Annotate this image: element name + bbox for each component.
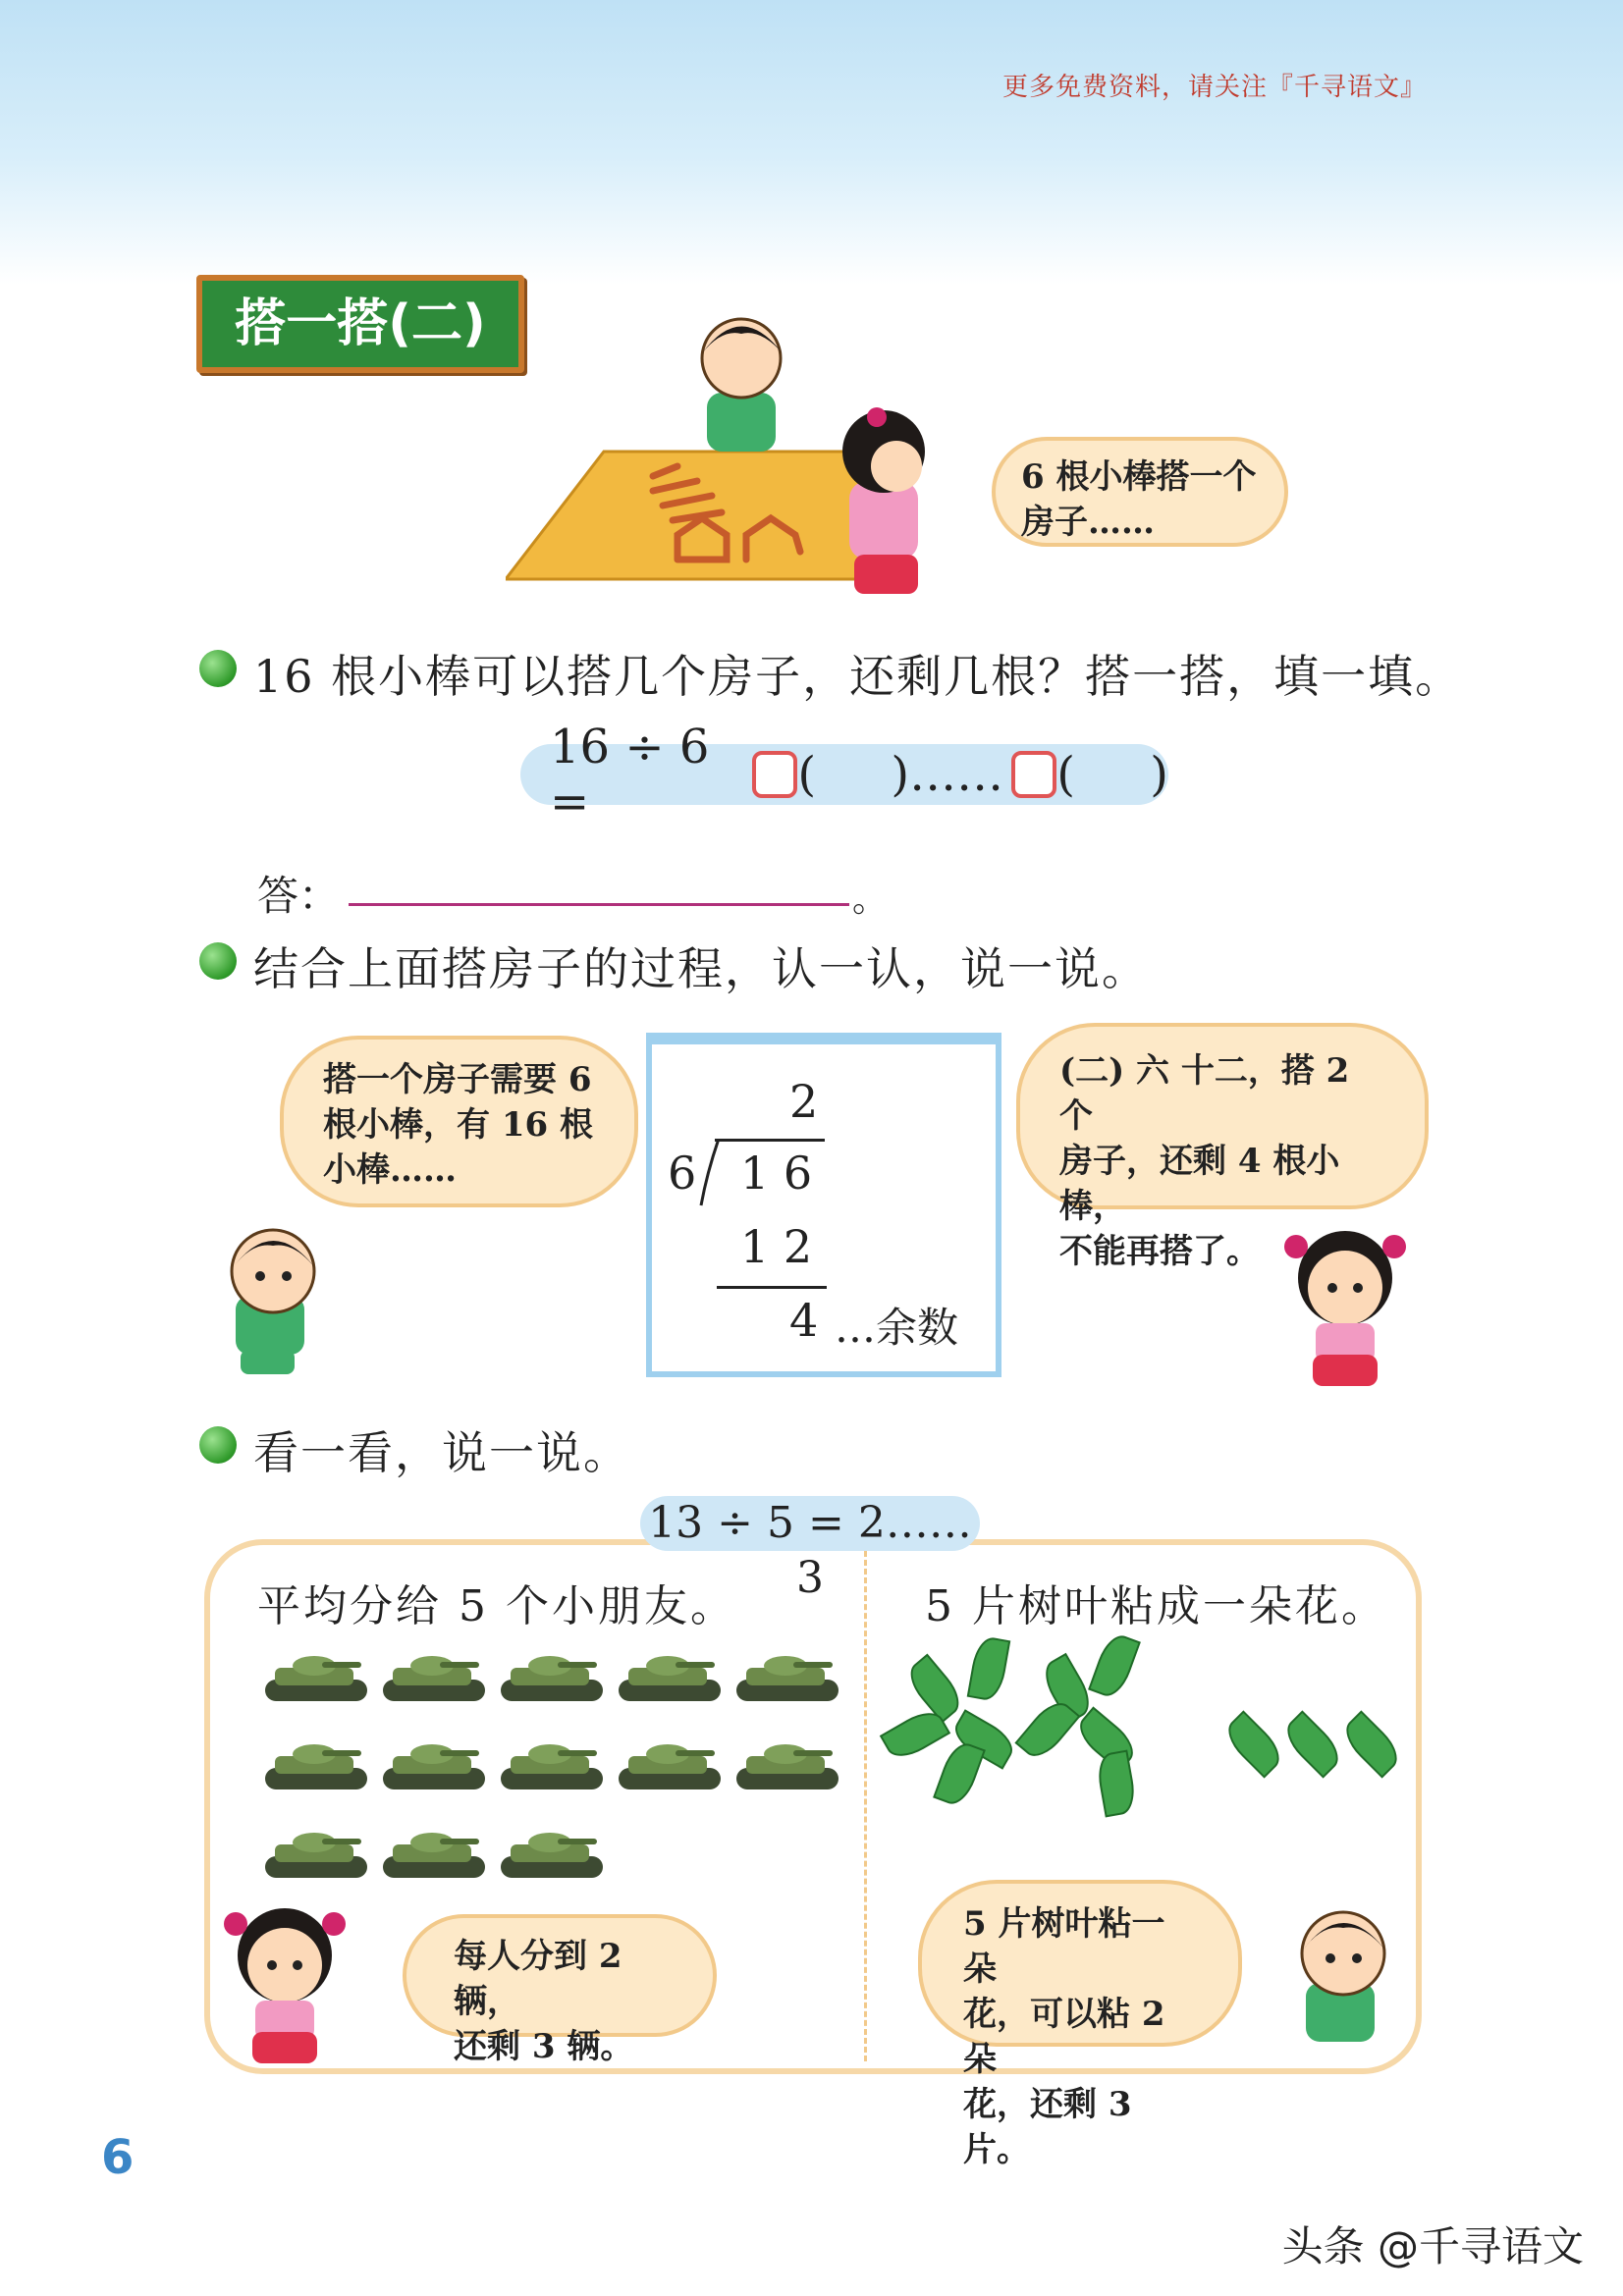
bullet-icon <box>199 650 237 687</box>
boy-illustration <box>206 1212 344 1379</box>
toy-tank-icon <box>499 1831 605 1880</box>
girl-illustration-bottom <box>211 1895 358 2071</box>
division-bracket <box>699 1139 721 1207</box>
answer-label: 答： <box>257 872 341 920</box>
left-panel-title: 平均分给 5 个小朋友。 <box>257 1581 736 1631</box>
division-dividend: 1 6 <box>740 1147 813 1200</box>
header-note: 更多免费资料，请关注『千寻语文』 <box>1001 73 1427 102</box>
section-title-box <box>196 275 524 373</box>
header-background <box>0 0 1623 285</box>
table-with-sticks-image <box>506 294 957 609</box>
toy-tank-icon <box>263 1831 369 1880</box>
division-divisor: 6 <box>668 1147 697 1200</box>
bullet-icon <box>199 942 237 980</box>
toy-tank-icon <box>499 1654 605 1703</box>
page-number: 6 <box>101 2130 135 2185</box>
right-speech-bubble: (二) 六 十二，搭 2 个 房子，还剩 4 根小棒， 不能再搭了。 <box>1016 1023 1429 1209</box>
question-3-text: 看一看，说一说。 <box>253 1426 630 1479</box>
question-1-text: 16 根小棒可以搭几个房子，还剩几根？搭一搭，填一填。 <box>253 650 1463 703</box>
left-speech-bubble: 搭一个房子需要 6 根小棒，有 16 根 小棒…… <box>280 1036 638 1207</box>
bottom-left-speech-bubble: 每人分到 2 辆， 还剩 3 辆。 <box>403 1914 717 2037</box>
intro-speech-bubble: 6 根小棒搭一个 房子…… <box>992 437 1288 547</box>
answer-box-remainder[interactable] <box>1011 751 1056 798</box>
girl-illustration <box>1271 1217 1419 1394</box>
question-2-text: 结合上面搭房子的过程，认一认，说一说。 <box>253 942 1149 995</box>
division-product: 1 2 <box>740 1220 813 1273</box>
frame-equation: 13 ÷ 5 = 2……3 <box>640 1496 980 1551</box>
intro-illustration <box>506 294 957 609</box>
section-title: 搭一搭(二) <box>235 294 486 353</box>
answer-line[interactable] <box>349 903 849 906</box>
answer-end: 。 <box>852 880 889 920</box>
division-top-line <box>715 1139 825 1142</box>
toy-tank-icon <box>263 1654 369 1703</box>
watermark: 头条 @千寻语文 <box>1281 2222 1584 2270</box>
frame-divider <box>864 1551 867 2061</box>
division-quotient: 2 <box>789 1075 819 1128</box>
division-remainder: 4 <box>789 1294 819 1347</box>
toy-tank-icon <box>617 1654 723 1703</box>
right-panel-title: 5 片树叶粘成一朵花。 <box>925 1581 1387 1631</box>
toy-tank-icon <box>499 1742 605 1791</box>
toy-tank-icon <box>734 1654 840 1703</box>
equation-pill: 16 ÷ 6 = ( ) …… ( ) <box>520 744 1168 805</box>
toy-tank-icon <box>263 1742 369 1791</box>
toy-tank-icon <box>617 1742 723 1791</box>
division-bottom-line <box>717 1286 827 1289</box>
boy-illustration-bottom <box>1276 1895 1414 2061</box>
toy-tank-icon <box>381 1831 487 1880</box>
division-remainder-label: …余数 <box>835 1304 959 1352</box>
toy-tank-icon <box>381 1654 487 1703</box>
toy-tank-icon <box>381 1742 487 1791</box>
answer-box-quotient[interactable] <box>752 751 797 798</box>
bottom-right-speech-bubble: 5 片树叶粘一朵 花，可以粘 2 朵 花，还剩 3 片。 <box>918 1880 1242 2047</box>
bullet-icon <box>199 1426 237 1464</box>
toy-tank-icon <box>734 1742 840 1791</box>
